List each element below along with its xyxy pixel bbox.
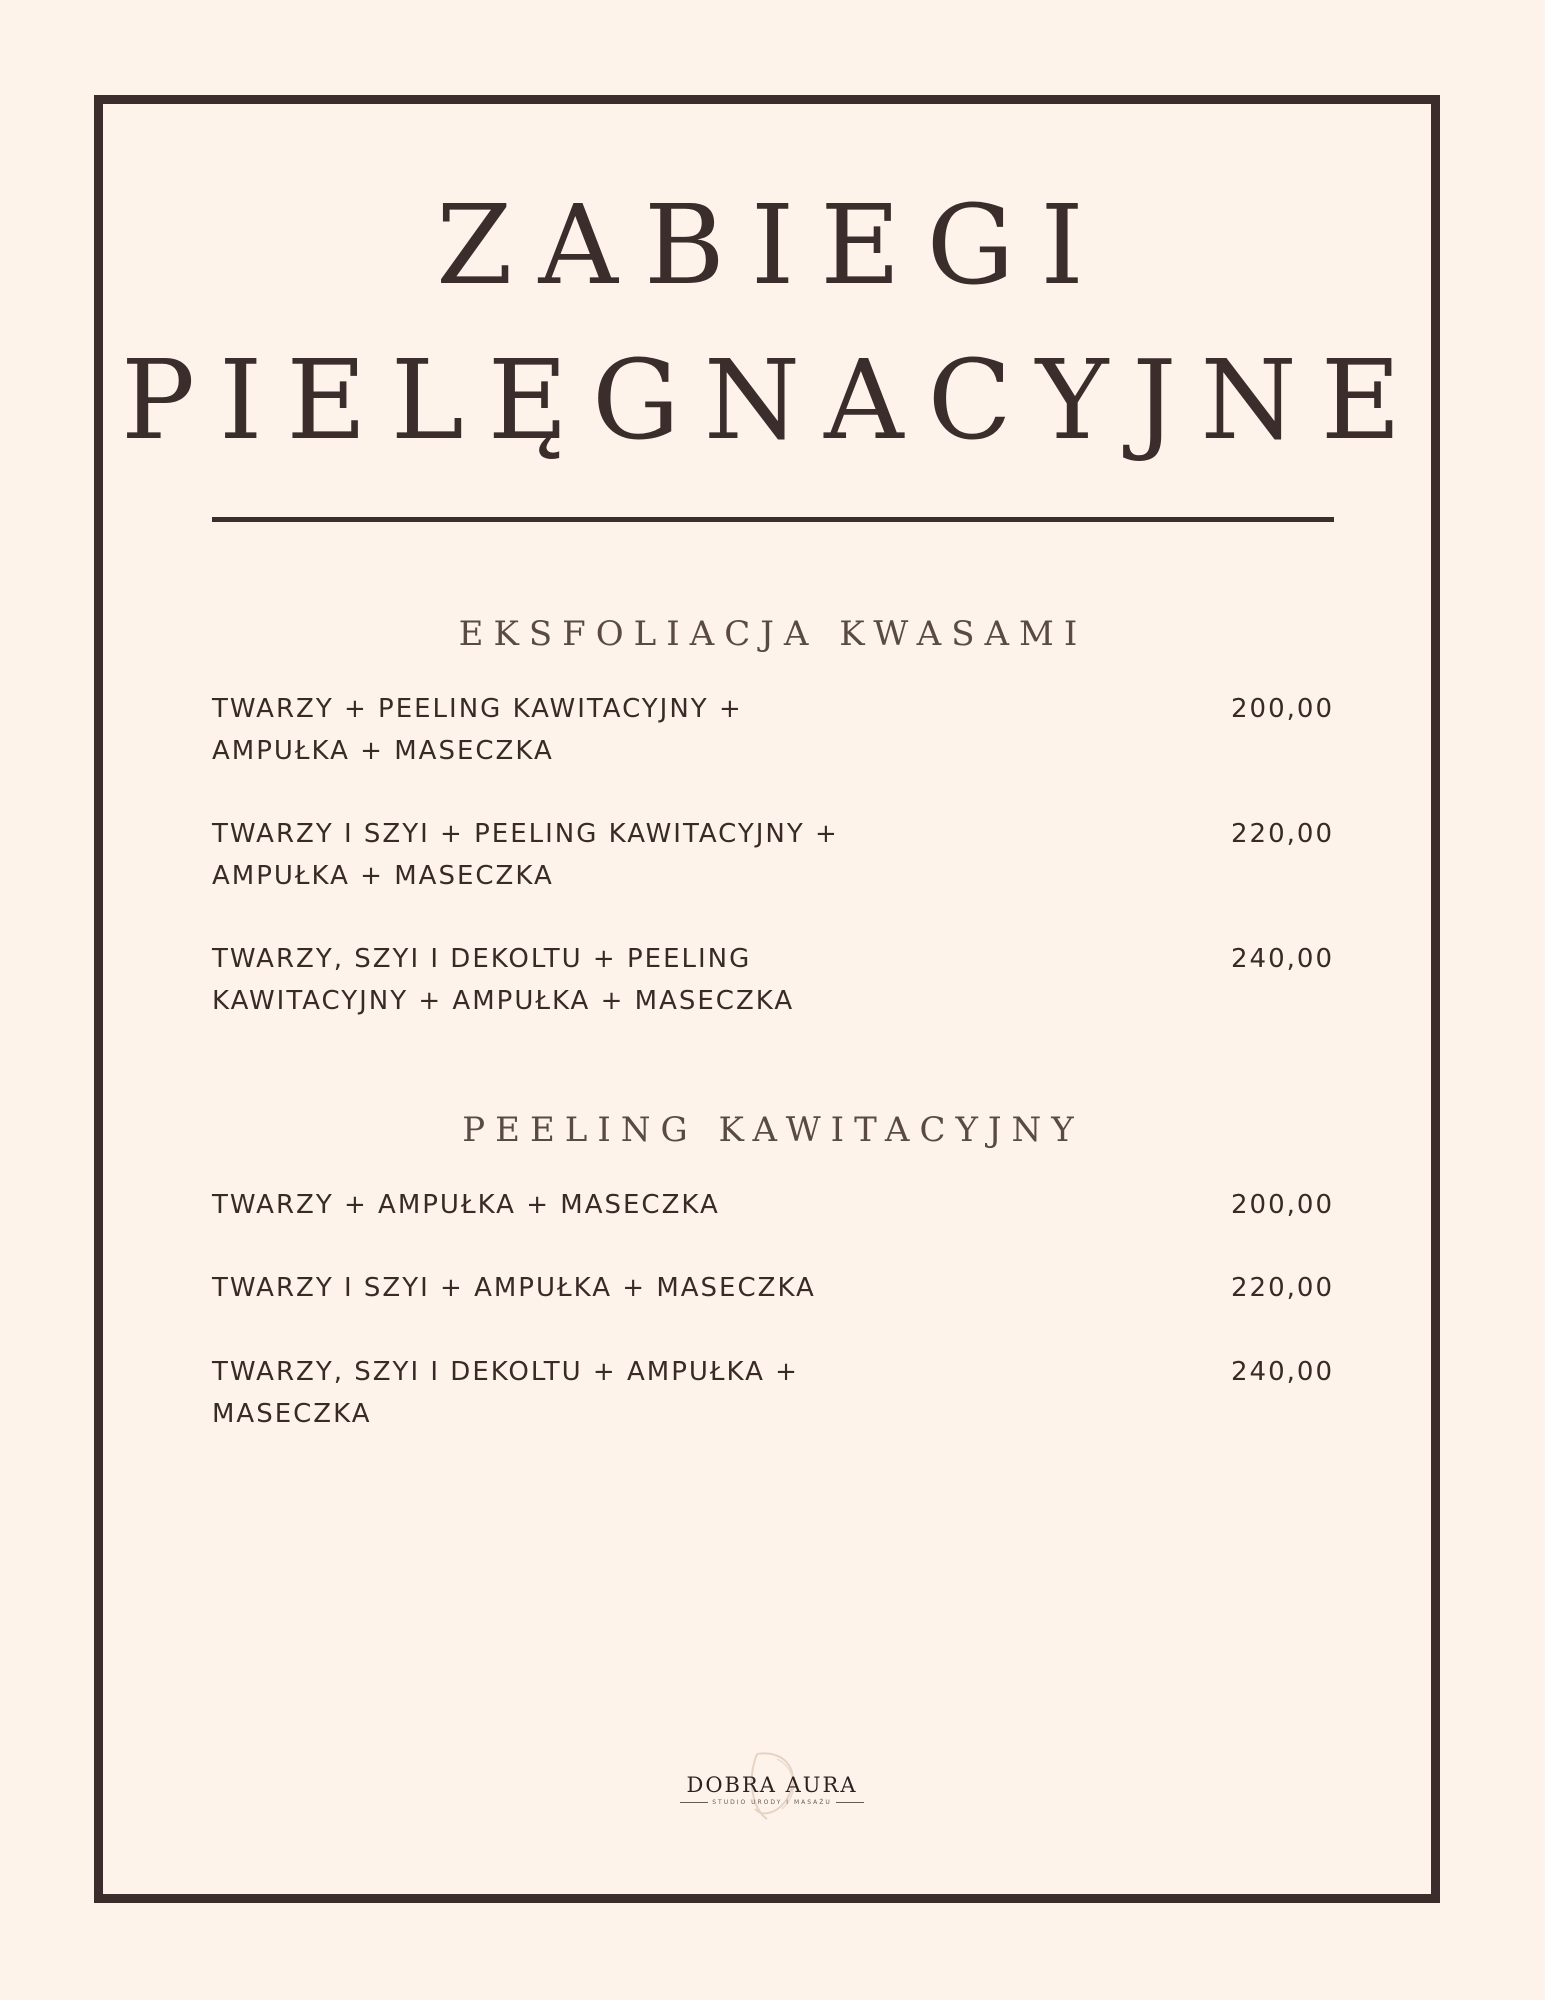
brand-subtitle: STUDIO URODY I MASAŻU [672,1799,872,1807]
section-title-eksfoliacja: EKSFOLIACJA KWASAMI [458,614,1088,654]
section-title-peeling: PEELING KAWITACYJNY [462,1110,1084,1150]
item-price: 220,00 [1231,819,1334,849]
item-price: 220,00 [1231,1273,1334,1303]
page-title-line-2: PIELĘGNACYJNE [120,336,1426,464]
brand-name: DOBRA AURA [686,1773,858,1797]
item-price: 200,00 [1231,1190,1334,1220]
title-divider [212,517,1334,522]
item-name: TWARZY I SZYI + PEELING KAWITACYJNY + AMPUŁKA + MASECZKA [212,819,839,891]
item-name: TWARZY + PEELING KAWITACYJNY + AMPUŁKA + MASECZKA [212,694,743,766]
item-name: TWARZY, SZYI I DEKOLTU + PEELING KAWITACYJNY + AMPUŁKA + MASECZKA [212,944,795,1016]
brand-logo [672,1745,872,1825]
item-price: 240,00 [1231,1357,1334,1387]
page-title-line-1: ZABIEGI [436,181,1110,309]
item-name: TWARZY I SZYI + AMPUŁKA + MASECZKA [212,1273,816,1303]
item-price: 200,00 [1231,694,1334,724]
item-name: TWARZY, SZYI I DEKOLTU + AMPUŁKA + MASECZKA [212,1357,799,1429]
item-name: TWARZY + AMPUŁKA + MASECZKA [212,1190,720,1220]
item-price: 240,00 [1231,944,1334,974]
